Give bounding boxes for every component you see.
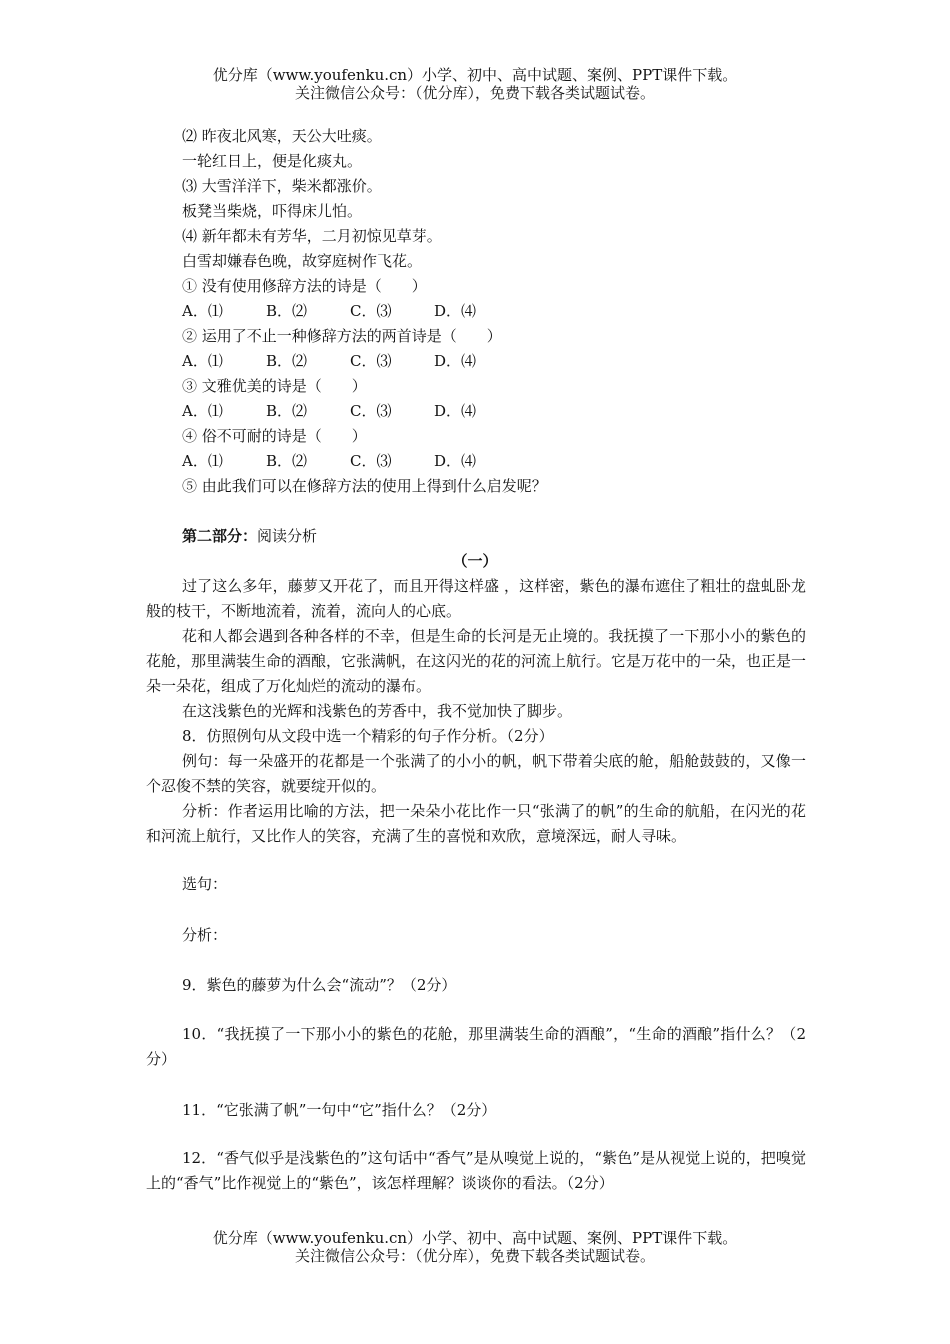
passage-paragraph: 花和人都会遇到各种各样的不幸，但是生命的长河是无止境的。我抚摸了一下那小小的紫色的花舱，那里满装生命的酒酿，它张满帆，在这闪光的花的河流上航行。它是万花中的一朵，也正是一朵一朵花，组成了万化灿烂的流动的瀑布。	[146, 627, 807, 695]
example-sentence: 例句：每一朵盛开的花都是一个张满了的小小的帆，帆下带着尖底的舱，船舱鼓鼓的，又像一个忍俊不禁的笑容，就要绽开似的。	[146, 752, 806, 795]
poem-line: 一轮红日上，便是化痰丸。	[182, 152, 363, 170]
poem-line: ⑶ 大雪洋洋下，柴米都涨价。	[182, 177, 382, 195]
section-title: 第二部分：	[182, 527, 258, 545]
options-row-1	[182, 301, 518, 321]
option-c: C．⑶	[350, 452, 392, 470]
question-2: ② 运用了不止一种修辞方法的两首诗是（ ）	[182, 327, 502, 345]
passage-paragraph: 过了这么多年，藤萝又开花了，而且开得这样盛 ，这样密，紫色的瀑布遮住了粗壮的盘虬卧龙般的枝干，不断地流着，流着，流向人的心底。	[146, 577, 806, 620]
question-10: 10．“我抚摸了一下那小小的紫色的花舱，那里满装生命的酒酿”，“生命的酒酿”指什么？（2分）	[146, 1025, 806, 1068]
option-a: A．⑴	[182, 302, 223, 320]
footer-line-1: 优分库（www.youfenku.cn）小学、初中、高中试题、案例、PPT课件下载。	[212, 1229, 738, 1247]
footer-line-2: 关注微信公众号：（优分库），免费下载各类试题试卷。	[294, 1247, 655, 1265]
question-8: 8．仿照例句从文段中选一个精彩的句子作分析。（2分）	[182, 727, 554, 745]
poem-line: ⑷ 新年都未有芳华，二月初惊见草芽。	[182, 227, 442, 245]
option-d: D．⑷	[434, 402, 477, 420]
poem-line: 白雪却嫌春色晚，故穿庭树作飞花。	[182, 252, 423, 270]
question-1: ① 没有使用修辞方法的诗是（ ）	[182, 277, 427, 295]
option-d: D．⑷	[434, 452, 477, 470]
page-header	[0, 66, 950, 102]
page-footer	[0, 1229, 950, 1265]
options-row-3	[182, 401, 518, 421]
section-subtitle: 阅读分析	[257, 527, 318, 545]
option-b: B．⑵	[266, 352, 308, 370]
header-line-2: 关注微信公众号：（优分库），免费下载各类试题试卷。	[294, 84, 655, 102]
option-d: D．⑷	[434, 352, 477, 370]
option-c: C．⑶	[350, 352, 392, 370]
question-5: ⑤ 由此我们可以在修辞方法的使用上得到什么启发呢？	[182, 477, 547, 495]
header-line-1: 优分库（www.youfenku.cn）小学、初中、高中试题、案例、PPT课件下载。	[212, 66, 738, 84]
question-11: 11．“它张满了帆”一句中“它”指什么？（2分）	[182, 1101, 497, 1119]
option-d: D．⑷	[434, 302, 477, 320]
part-label: （一）	[452, 552, 498, 570]
option-b: B．⑵	[266, 302, 308, 320]
poem-line: ⑵ 昨夜北风寒，天公大吐痰。	[182, 127, 382, 145]
options-row-2	[182, 351, 518, 371]
options-row-4	[182, 451, 518, 471]
analysis-label: 分析：	[182, 926, 228, 944]
option-c: C．⑶	[350, 302, 392, 320]
question-4: ④ 俗不可耐的诗是（ ）	[182, 427, 367, 445]
section-heading	[182, 526, 317, 546]
option-a: A．⑴	[182, 452, 223, 470]
choose-sentence-label: 选句：	[182, 875, 228, 893]
option-a: A．⑴	[182, 352, 223, 370]
question-9: 9．紫色的藤萝为什么会“流动”？（2分）	[182, 976, 457, 994]
poem-line: 板凳当柴烧，吓得床儿怕。	[182, 202, 363, 220]
option-a: A．⑴	[182, 402, 223, 420]
passage-paragraph: 在这浅紫色的光辉和浅紫色的芳香中，我不觉加快了脚步。	[182, 702, 573, 720]
question-12: 12．“香气似乎是浅紫色的”这句话中“香气”是从嗅觉上说的，“紫色”是从视觉上说的，把嗅觉上的“香气”比作视觉上的“紫色”，该怎样理解？谈谈你的看法。（2分）	[146, 1149, 806, 1192]
option-b: B．⑵	[266, 402, 308, 420]
option-c: C．⑶	[350, 402, 392, 420]
example-analysis: 分析：作者运用比喻的方法，把一朵朵小花比作一只“张满了的帆”的生命的航船，在闪光的花和河流上航行，又比作人的笑容，充满了生的喜悦和欢欣，意境深远，耐人寻味。	[146, 802, 806, 845]
question-3: ③ 文雅优美的诗是（ ）	[182, 377, 367, 395]
option-b: B．⑵	[266, 452, 308, 470]
